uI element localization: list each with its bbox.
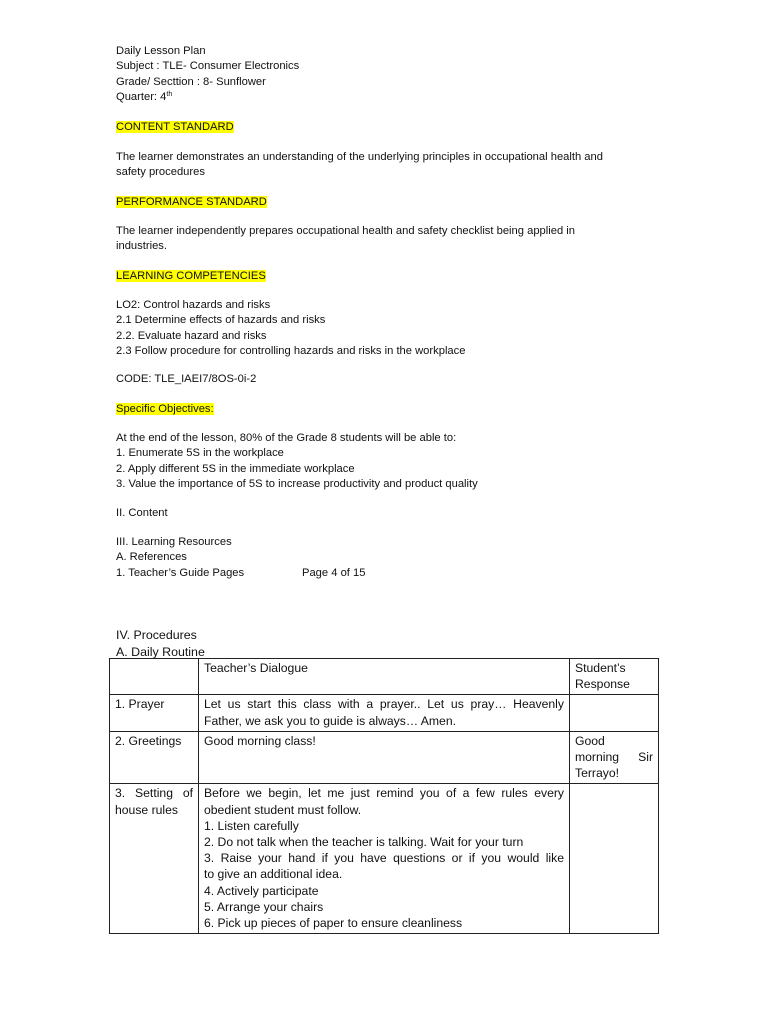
document-header: [116, 44, 656, 105]
teacher-dialogue-cell: [199, 731, 570, 784]
teacher-dialogue-cell: [199, 784, 570, 934]
dialogue-line: to give an additional idea.: [204, 867, 343, 882]
teachers-guide-row: [116, 566, 656, 581]
performance-standard-line: industries.: [116, 240, 167, 253]
daily-routine-heading: A. Daily Routine: [116, 644, 205, 659]
step-label-line: 3. Setting of: [115, 786, 193, 801]
content-standard-title: CONTENT STANDARD: [116, 121, 234, 133]
routine-step-label: 1. Prayer: [110, 695, 199, 731]
references-heading: A. References: [116, 551, 187, 564]
student-response-cell: [570, 695, 659, 731]
performance-standard-line: The learner independently prepares occupational health and safety checklist being applied in: [116, 225, 575, 237]
content-standard-line: The learner demonstrates an understanding of the underlying principles in occupational health and: [116, 151, 603, 163]
table-row: [110, 695, 659, 731]
learning-competencies-heading: [116, 269, 656, 284]
objectives-intro: At the end of the lesson, 80% of the Grade 8 students will be able to:: [116, 432, 457, 444]
competency-item: 2.1 Determine effects of hazards and risks: [116, 314, 326, 327]
table-row: [110, 784, 659, 934]
content-section-heading: II. Content: [116, 507, 168, 519]
dialogue-line: 5. Arrange your chairs: [204, 899, 324, 914]
dialogue-line: obedient student must follow.: [204, 802, 362, 817]
header-cell-empty: [110, 659, 199, 695]
learning-resources-heading: III. Learning Resources: [116, 536, 232, 548]
specific-objectives-heading: [116, 402, 656, 417]
dialogue-line: Father, we ask you to guide is always… Amen.: [204, 713, 456, 728]
specific-objectives-list: [116, 431, 656, 492]
competency-item: LO2: Control hazards and risks: [116, 299, 271, 311]
dialogue-line: Before we begin, let me just remind you of a few rules every: [204, 786, 564, 801]
table-row: [110, 731, 659, 784]
dialogue-line: 3. Raise your hand if you have questions or if you would like: [204, 851, 564, 866]
specific-objectives-title: Specific Objectives:: [116, 403, 214, 415]
teachers-guide-pages: Page 4 of 15: [302, 566, 366, 579]
dialogue-line: 1. Listen carefully: [204, 818, 299, 833]
performance-standard-heading: [116, 195, 656, 210]
content-standard-body: [116, 150, 656, 181]
competency-item: 2.2. Evaluate hazard and risks: [116, 329, 267, 342]
competency-item: 2.3 Follow procedure for controlling hazards and risks in the workplace: [116, 344, 466, 357]
header-cell-student-response: Student’s Response: [570, 659, 659, 695]
learning-competencies-title: LEARNING COMPETENCIES: [116, 270, 266, 282]
daily-routine-table: [109, 658, 659, 934]
table-header-row: [110, 659, 659, 695]
quarter-superscript: th: [166, 90, 173, 98]
procedures-section: [116, 627, 656, 660]
grade-section-line: Grade/ Secttion : 8- Sunflower: [116, 75, 266, 88]
quarter-label: Quarter: 4: [116, 90, 167, 103]
content-standard-line: safety procedures: [116, 166, 205, 179]
document-title: Daily Lesson Plan: [116, 45, 206, 57]
routine-step-label: [110, 784, 199, 934]
performance-standard-body: [116, 224, 656, 255]
objective-item: 3. Value the importance of 5S to increase productivity and product quality: [116, 477, 478, 490]
response-line: Terrayo!: [575, 766, 620, 781]
learning-resources: [116, 535, 656, 581]
step-label-line: house rules: [115, 802, 179, 817]
teachers-guide-label: 1. Teacher’s Guide Pages: [116, 566, 245, 579]
content-standard-heading: [116, 120, 656, 135]
subject-line: Subject : TLE- Consumer Electronics: [116, 60, 300, 73]
response-line: Good: [575, 733, 605, 748]
objective-item: 1. Enumerate 5S in the workplace: [116, 447, 284, 460]
competency-code: CODE: TLE_IAEI7/8OS-0i-2: [116, 373, 257, 385]
quarter-line: [116, 90, 656, 105]
dialogue-line: Good morning class!: [204, 733, 316, 748]
dialogue-line: 4. Actively participate: [204, 883, 319, 898]
procedures-heading: IV. Procedures: [116, 628, 197, 642]
learning-competencies-list: [116, 298, 656, 359]
teacher-dialogue-cell: [199, 695, 570, 731]
objective-item: 2. Apply different 5S in the immediate workplace: [116, 462, 355, 475]
routine-step-label: 2. Greetings: [110, 731, 199, 784]
header-cell-teacher-dialogue: Teacher’s Dialogue: [199, 659, 570, 695]
dialogue-line: 6. Pick up pieces of paper to ensure cleanliness: [204, 916, 463, 931]
dialogue-line: Let us start this class with a prayer.. Let us pray… Heavenly: [204, 697, 564, 712]
student-response-cell: [570, 731, 659, 784]
dialogue-line: 2. Do not talk when the teacher is talking. Wait for your turn: [204, 835, 524, 850]
performance-standard-title: PERFORMANCE STANDARD: [116, 196, 267, 208]
response-line: morning Sir: [575, 750, 653, 765]
student-response-cell: [570, 784, 659, 934]
